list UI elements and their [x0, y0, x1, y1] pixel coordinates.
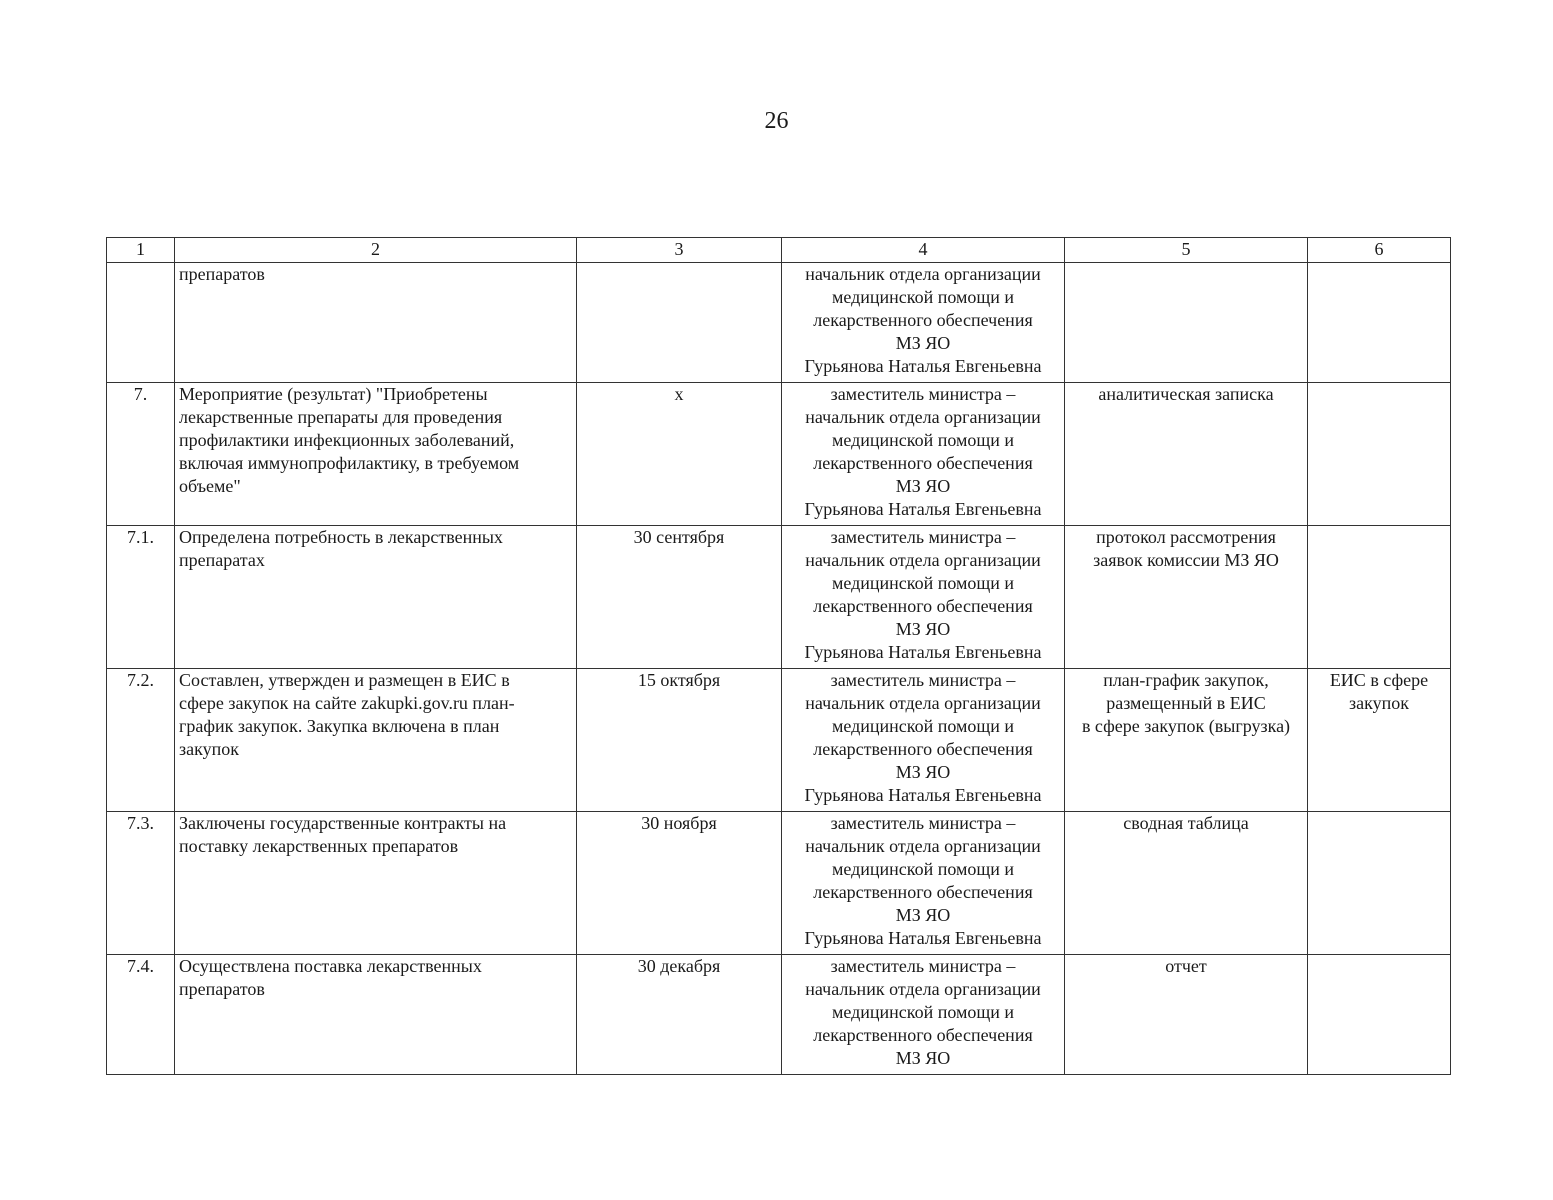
- row-number: 7.3.: [107, 812, 175, 955]
- header-row: [107, 238, 1451, 263]
- row-date: 30 ноября: [577, 812, 782, 955]
- row-responsible: [782, 955, 1065, 1075]
- header-cell-6: 6: [1308, 238, 1451, 263]
- row-title: Осуществлена поставка лекарственных препаратов: [175, 955, 577, 1075]
- row-responsible: [782, 812, 1065, 955]
- header-cell-1: 1: [107, 238, 175, 263]
- header-cell-3: 3: [577, 238, 782, 263]
- row-title: Определена потребность в лекарственных препаратах: [175, 526, 577, 669]
- row-title: Составлен, утвержден и размещен в ЕИС в сфере закупок на сайте zakupki.gov.ru план- график закупок. Закупка включена в план закупок: [175, 669, 577, 812]
- responsible-position: заместитель министра – начальник отдела организации медицинской помощи и лекарственного обеспечения МЗ ЯО: [805, 527, 1041, 639]
- row-document: сводная таблица: [1065, 812, 1308, 955]
- row-number: 7.4.: [107, 955, 175, 1075]
- table-row: [107, 263, 1451, 383]
- plan-table: [106, 237, 1451, 1075]
- responsible-name: Гурьянова Наталья Евгеньевна: [804, 356, 1042, 376]
- table-row: [107, 812, 1451, 955]
- row-document: [1065, 263, 1308, 383]
- row-responsible: [782, 526, 1065, 669]
- row-number: 7.1.: [107, 526, 175, 669]
- row-system: [1308, 383, 1451, 526]
- responsible-name: Гурьянова Наталья Евгеньевна: [804, 642, 1042, 662]
- responsible-position: заместитель министра – начальник отдела организации медицинской помощи и лекарственного обеспечения МЗ ЯО: [805, 384, 1041, 496]
- row-responsible: [782, 263, 1065, 383]
- row-number: [107, 263, 175, 383]
- row-title: препаратов: [175, 263, 577, 383]
- row-system: [1308, 955, 1451, 1075]
- row-date: 15 октября: [577, 669, 782, 812]
- responsible-position: заместитель министра – начальник отдела организации медицинской помощи и лекарственного обеспечения МЗ ЯО: [805, 813, 1041, 925]
- row-date: х: [577, 383, 782, 526]
- row-system: [1308, 812, 1451, 955]
- row-date: 30 декабря: [577, 955, 782, 1075]
- header-cell-4: 4: [782, 238, 1065, 263]
- responsible-name: Гурьянова Наталья Евгеньевна: [804, 499, 1042, 519]
- row-system: [1308, 263, 1451, 383]
- table-row: [107, 669, 1451, 812]
- row-date: 30 сентября: [577, 526, 782, 669]
- row-document: протокол рассмотрения заявок комиссии МЗ ЯО: [1065, 526, 1308, 669]
- table-row: [107, 526, 1451, 669]
- row-title: Мероприятие (результат) "Приобретены лекарственные препараты для проведения профилактики инфекционных заболеваний, включая иммунопрофилактику, в требуемом объеме": [175, 383, 577, 526]
- page-number: 26: [764, 108, 789, 134]
- row-date: [577, 263, 782, 383]
- row-title: Заключены государственные контракты на поставку лекарственных препаратов: [175, 812, 577, 955]
- responsible-position: начальник отдела организации медицинской помощи и лекарственного обеспечения МЗ ЯО: [805, 264, 1041, 353]
- row-system: ЕИС в сфере закупок: [1308, 669, 1451, 812]
- row-document: аналитическая записка: [1065, 383, 1308, 526]
- header-cell-5: 5: [1065, 238, 1308, 263]
- header-cell-2: 2: [175, 238, 577, 263]
- row-system: [1308, 526, 1451, 669]
- responsible-position: заместитель министра – начальник отдела организации медицинской помощи и лекарственного обеспечения МЗ ЯО: [805, 956, 1041, 1068]
- row-number: 7.2.: [107, 669, 175, 812]
- row-responsible: [782, 383, 1065, 526]
- row-number: 7.: [107, 383, 175, 526]
- responsible-name: Гурьянова Наталья Евгеньевна: [804, 928, 1042, 948]
- row-responsible: [782, 669, 1065, 812]
- table-row: [107, 383, 1451, 526]
- table-row: [107, 955, 1451, 1075]
- row-document: отчет: [1065, 955, 1308, 1075]
- responsible-name: Гурьянова Наталья Евгеньевна: [804, 785, 1042, 805]
- row-document: план-график закупок, размещенный в ЕИС в сфере закупок (выгрузка): [1065, 669, 1308, 812]
- responsible-position: заместитель министра – начальник отдела организации медицинской помощи и лекарственного обеспечения МЗ ЯО: [805, 670, 1041, 782]
